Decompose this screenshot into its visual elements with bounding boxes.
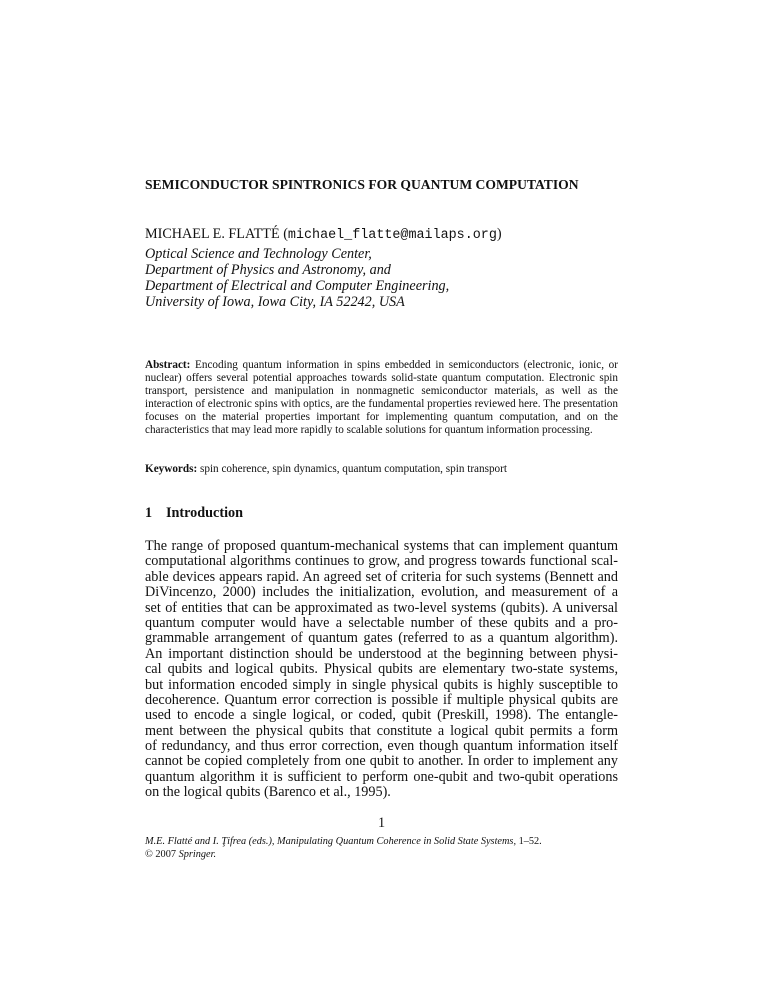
author-email-close-paren: )	[496, 226, 502, 242]
copyright-line	[145, 848, 542, 861]
section-heading	[145, 505, 243, 522]
body-line: quantum computer would have a selectable number of these qubits and a pro-	[145, 614, 618, 631]
footer-citation	[145, 835, 542, 861]
section-number: 1	[145, 505, 153, 521]
keywords-text: spin coherence, spin dynamics, quantum computation, spin transport	[200, 463, 507, 475]
paper-title: SEMICONDUCTOR SPINTRONICS FOR QUANTUM COMPUTATION	[145, 177, 579, 192]
author-affiliation	[145, 246, 449, 310]
affiliation-line: Optical Science and Technology Center,	[145, 246, 372, 262]
body-line: grammable arrangement of quantum gates (referred to as a quantum algorithm).	[145, 630, 618, 647]
citation-line	[145, 835, 542, 848]
body-paragraph	[145, 539, 618, 801]
abstract	[145, 359, 618, 438]
affiliation-line: University of Iowa, Iowa City, IA 52242, USA	[145, 294, 405, 311]
body-line: DiVincenzo, 2000) includes the initialization, evolution, and measurement of a	[145, 584, 618, 601]
author-email: michael_flatte@mailaps.org	[287, 228, 497, 243]
body-line: of redundancy, and thus error correction, even though quantum information itself	[145, 738, 618, 755]
body-line: ment between the physical qubits that constitute a logical qubit permits a form	[145, 722, 618, 739]
copyright-icon: ©	[145, 849, 153, 861]
citation-text: M.E. Flatté and I. Ţifrea (eds.), Manipulating Quantum Coherence in Solid State Systems,	[145, 836, 517, 847]
abstract-text: Encoding quantum information in spins embedded in semiconductors (electronic, ionic, or nuclear) offers several potential approaches towards solid-state quantum computation. Electronic spin transport, persistence and manipulation in nonmagnetic semiconductor materials, as well as the interaction of electronic spins with optics, are the fundamental properties reviewed here. The presentation focuses on the material properties important for implementing quantum computation, and on the characteristics that may lead more rapidly to scalable solutions for quantum information processing.	[145, 359, 619, 437]
body-line: but information encoded simply in single physical qubits is highly susceptible to	[145, 676, 618, 693]
body-line: cannot be copied completely from one qubit to another. In order to implement any	[145, 753, 618, 770]
body-line: computational algorithms continues to grow, and progress towards functional scal-	[145, 553, 618, 570]
author-email-open-paren: (	[283, 226, 288, 242]
publisher: Springer.	[178, 849, 217, 861]
keywords-label: Keywords:	[145, 463, 198, 475]
affiliation-line: Department of Electrical and Computer Engineering,	[145, 278, 450, 295]
author-name: MICHAEL E. FLATTÉ	[145, 226, 280, 242]
body-line: able devices appears rapid. An agreed set of criteria for such systems (Bennett and	[145, 568, 618, 585]
body-line: quantum algorithm it is sufficient to perform one-qubit and two-qubit operations	[145, 768, 618, 785]
body-line: cal qubits and logical qubits. Physical qubits are elementary two-state systems,	[145, 661, 618, 678]
page-number: 1	[377, 815, 386, 831]
body-line: set of entities that can be approximated as two-level systems (qubits). A universal	[145, 599, 618, 616]
body-line: on the logical qubits (Barenco et al., 1995).	[145, 784, 391, 801]
section-title: Introduction	[166, 505, 243, 521]
body-line: The range of proposed quantum-mechanical systems that can implement quantum	[145, 538, 618, 554]
copyright-year: 2007	[152, 849, 179, 861]
body-line: An important distinction should be understood at the beginning between physi-	[145, 645, 618, 662]
body-line: decoherence. Quantum error correction is possible if multiple physical qubits are	[145, 691, 618, 708]
affiliation-line: Department of Physics and Astronomy, and	[145, 262, 391, 279]
abstract-label: Abstract:	[145, 359, 191, 371]
author-line	[145, 226, 502, 243]
body-line: used to encode a single logical, or coded, qubit (Preskill, 1998). The entangle-	[145, 707, 618, 724]
keywords	[145, 463, 507, 475]
citation-pages: 1–52.	[516, 836, 542, 847]
